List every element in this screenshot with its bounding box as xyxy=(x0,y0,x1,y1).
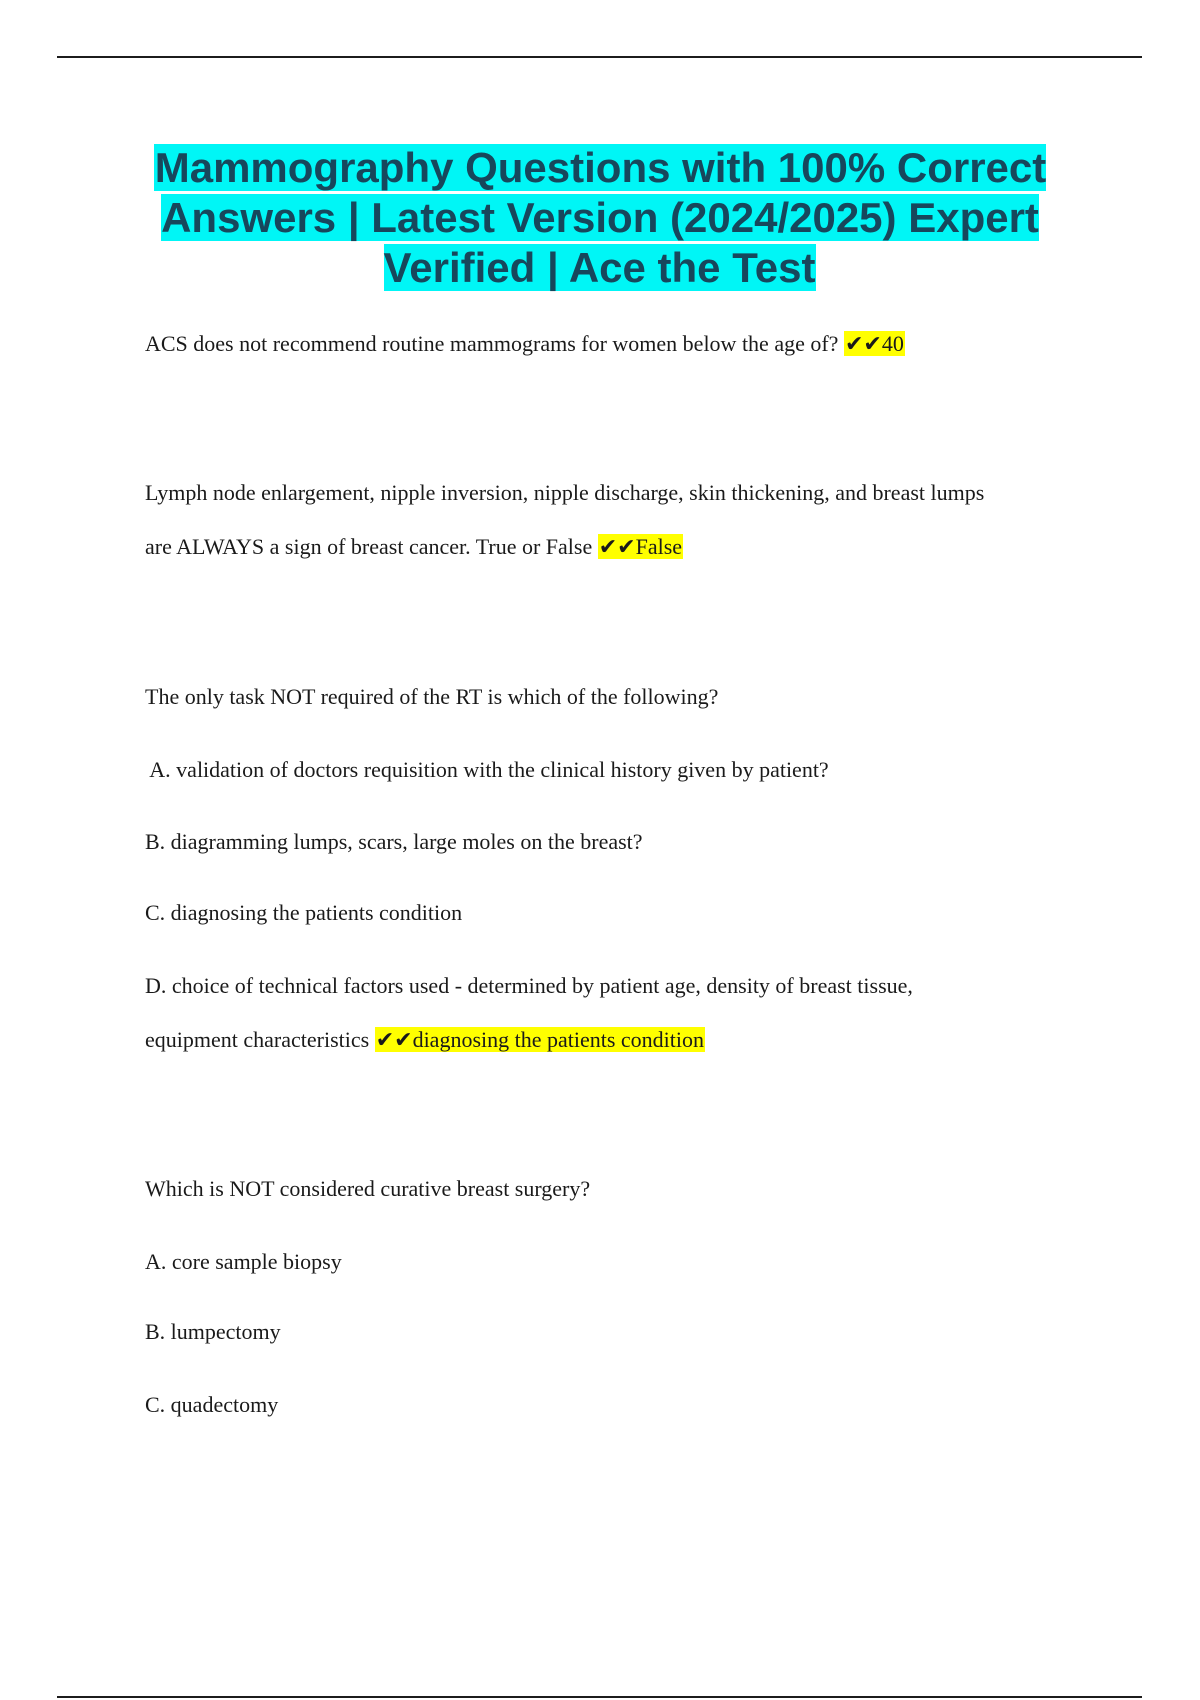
question-4-option-a: A. core sample biopsy xyxy=(145,1249,342,1274)
question-3-option-a: A. validation of doctors requisition with the clinical history given by patient? xyxy=(145,757,829,782)
question-4-option-b: B. lumpectomy xyxy=(145,1319,281,1344)
question-4-stem: Which is NOT considered curative breast surgery? xyxy=(145,1176,591,1201)
question-3-option-c: C. diagnosing the patients condition xyxy=(145,900,463,925)
check-mark-icon: ✔✔ xyxy=(598,534,636,559)
check-mark-icon: ✔✔ xyxy=(844,331,882,356)
question-1-line-1: ACS does not recommend routine mammograms for women below the age of? xyxy=(145,331,839,356)
question-3-option-b: B. diagramming lumps, scars, large moles on the breast? xyxy=(145,829,643,854)
question-3-option-d: D. choice of technical factors used - determined by patient age, density of breast tissue, xyxy=(145,973,913,998)
question-2-answer xyxy=(598,534,683,559)
question-3-option-d-cont-text: equipment characteristics xyxy=(145,1027,370,1052)
question-1-text xyxy=(145,330,905,358)
question-2-line-2-text: are ALWAYS a sign of breast cancer. True or False xyxy=(145,534,593,559)
document-title xyxy=(100,143,1100,293)
title-highlight: Mammography Questions with 100% Correct Answers | Latest Version (2024/2025) Expert Verified | Ace the Test xyxy=(154,144,1047,291)
check-mark-icon: ✔✔ xyxy=(375,1027,413,1052)
answer-text: False xyxy=(635,534,683,559)
question-3-answer xyxy=(375,1027,705,1052)
question-1-answer xyxy=(844,331,905,356)
answer-text: diagnosing the patients condition xyxy=(412,1027,705,1052)
question-3-option-d-cont xyxy=(145,1026,705,1054)
question-2-line-2 xyxy=(145,533,683,561)
answer-text: 40 xyxy=(881,331,904,356)
header-rule xyxy=(57,56,1142,58)
question-3-stem: The only task NOT required of the RT is which of the following? xyxy=(145,684,719,709)
question-4-option-c: C. quadectomy xyxy=(145,1392,279,1417)
footer-rule xyxy=(57,1696,1142,1698)
question-2-line-1: Lymph node enlargement, nipple inversion, nipple discharge, skin thickening, and breast lumps xyxy=(145,480,985,505)
